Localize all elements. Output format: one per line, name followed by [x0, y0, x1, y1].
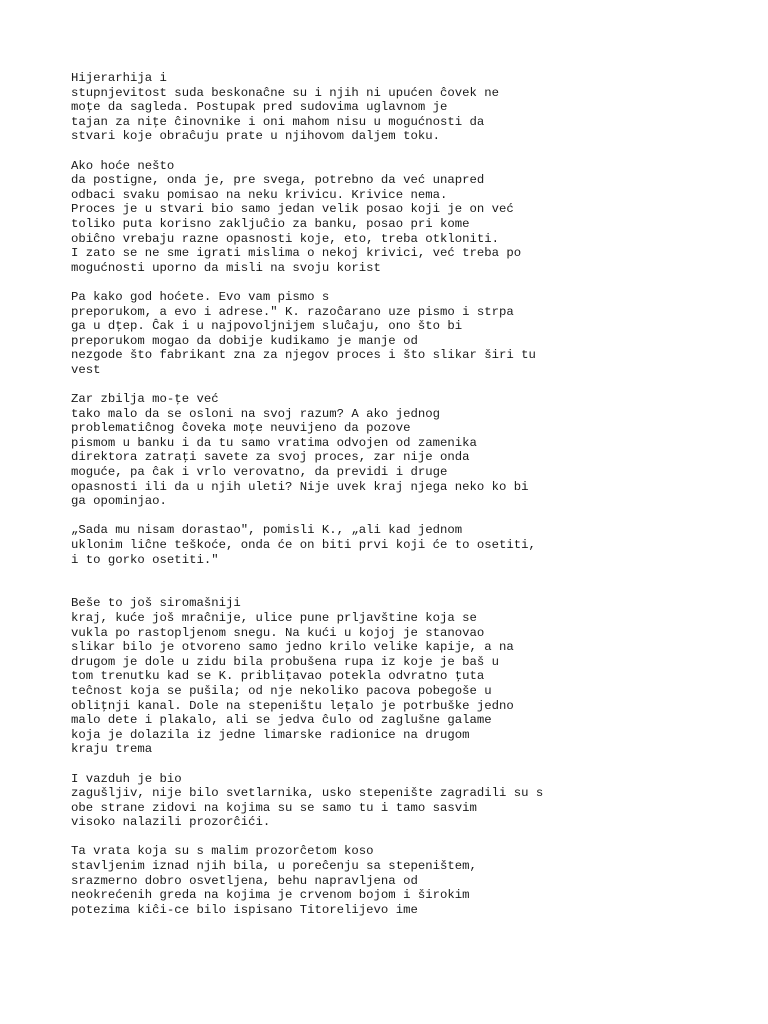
text-line: tajan za niţe ĉinovnike i oni mahom nisu u mogućnosti da [71, 114, 485, 129]
paragraph [71, 290, 731, 378]
text-line: Ako hoće nešto [71, 158, 175, 173]
text-line: I vazduh je bio [71, 771, 182, 786]
text-line: stavljenim iznad njih bila, u poreĉenju sa stepeništem, [71, 859, 477, 874]
text-line: Proces je u stvari bio samo jedan velik posao koji je on već [71, 202, 514, 217]
text-line: tako malo da se osloni na svoj razum? A ako jednog [71, 406, 440, 421]
text-line: Hijerarhija i [71, 71, 167, 85]
text-line: toliko puta korisno zakljuĉio za banku, posao pri kome [71, 216, 470, 231]
text-line: drugom je dole u zidu bila probušena rupa iz koje je baš u [71, 654, 500, 669]
paragraph [71, 596, 731, 757]
text-line: malo dete i plakalo, ali se jedva ĉulo od zaglušne galame [71, 713, 492, 728]
text-line: moguće, pa ĉak i vrlo verovatno, da previdi i druge [71, 465, 448, 480]
text-line: preporukom mogao da dobije kudikamo je manje od [71, 333, 418, 348]
text-line: tom trenutku kad se K. pribliţavao potekla odvratno ţuta [71, 669, 485, 684]
text-line: preporukom, a evo i adrese." K. razoĉarano uze pismo i strpa [71, 304, 514, 319]
text-line: uklonim liĉne teškoće, onda će on biti prvi koji će to osetiti, [71, 538, 536, 552]
text-line: potezima kiĉi-ce bilo ispisano Titorelijevo ime [71, 902, 418, 917]
paragraph [71, 844, 731, 917]
text-line: visoko nalazili prozorĉići. [71, 815, 271, 830]
text-line: zagušljiv, nije bilo svetlarnika, usko stepenište zagradili su s [71, 786, 544, 801]
paragraph [71, 392, 731, 509]
document-body [71, 71, 731, 932]
text-line: kraj, kuće još mraĉnije, ulice pune prljavštine koja se [71, 610, 477, 625]
text-line: i to gorko osetiti." [71, 552, 219, 567]
text-line: opasnosti ili da u njih uleti? Nije uvek kraj njega neko ko bi [71, 479, 529, 494]
text-line: stvari koje obraĉuju prate u njihovom daljem toku. [71, 129, 440, 144]
text-line: vukla po rastopljenom snegu. Na kući u kojoj je stanovao [71, 625, 485, 640]
text-line: slikar bilo je otvoreno samo jedno krilo velike kapije, a na [71, 640, 514, 655]
text-line: vest [71, 362, 101, 377]
text-line: kraju trema [71, 742, 153, 757]
paragraph [71, 71, 731, 144]
text-line: moţe da sagleda. Postupak pred sudovima uglavnom je [71, 100, 448, 115]
text-line: ga opominjao. [71, 494, 167, 509]
text-line: neokrećenih greda na kojima je crvenom bojom i širokim [71, 888, 470, 903]
text-line: obliţnji kanal. Dole na stepeništu leţalo je potrbuške jedno [71, 698, 514, 713]
text-line: teĉnost koja se pušila; od nje nekoliko pacova pobegoše u [71, 683, 492, 698]
text-line: stupnjevitost suda beskonaĉne su i njih ni upućen ĉovek ne [71, 85, 500, 100]
text-line: Beše to još siromašniji [71, 596, 241, 611]
text-line: odbaci svaku pomisao na neku krivicu. Krivice nema. [71, 187, 448, 202]
text-line: obiĉno vrebaju razne opasnosti koje, eto, treba otkloniti. [71, 231, 500, 246]
text-line: koja je dolazila iz jedne limarske radionice na drugom [71, 727, 470, 742]
paragraph [71, 772, 731, 830]
text-line: ga u dţep. Ĉak i u najpovoljnijem sluĉaju, ono što bi [71, 319, 463, 334]
paragraph [71, 523, 731, 567]
text-line: Ta vrata koja su s malim prozorĉetom koso [71, 844, 374, 859]
text-line: Zar zbilja mo-ţe već [71, 392, 219, 407]
paragraph [71, 159, 731, 276]
text-line: srazmerno dobro osvetljena, behu napravljena od [71, 873, 418, 888]
text-line: problematiĉnog ĉoveka moţe neuvijeno da pozove [71, 421, 411, 436]
text-line: nezgode što fabrikant zna za njegov proces i što slikar širi tu [71, 348, 536, 363]
text-line: Pa kako god hoćete. Evo vam pismo s [71, 289, 330, 304]
text-line: da postigne, onda je, pre svega, potrebno da već unapred [71, 173, 485, 188]
text-line: mogućnosti uporno da misli na svoju korist [71, 260, 381, 275]
text-line: „Sada mu nisam dorastao", pomisli K., „ali kad jednom [71, 523, 463, 538]
text-line: pismom u banku i da tu samo vratima odvojen od zamenika [71, 435, 477, 450]
text-line: direktora zatraţi savete za svoj proces, zar nije onda [71, 450, 470, 465]
text-line: obe strane zidovi na kojima su se samo tu i tamo sasvim [71, 800, 477, 815]
text-line: I zato se ne sme igrati mislima o nekoj krivici, već treba po [71, 246, 522, 261]
